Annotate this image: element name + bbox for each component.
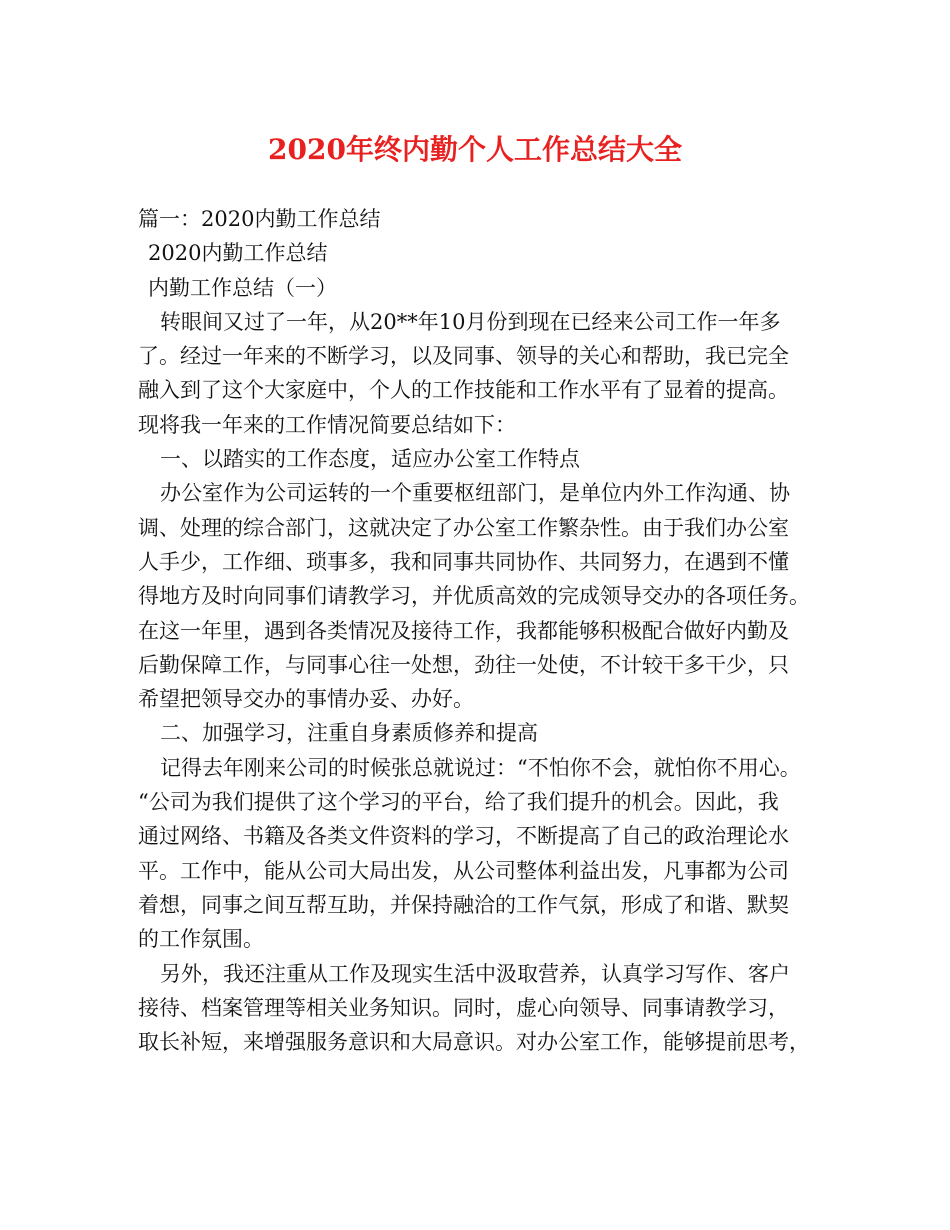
body-line: 着想，同事之间互帮互助，并保持融洽的工作气氛，形成了和谐、默契 — [138, 892, 789, 917]
document-body — [138, 202, 828, 1059]
body-line: 办公室作为公司运转的一个重要枢纽部门，是单位内外工作沟通、协 — [160, 481, 790, 506]
body-line: 另外，我还注重从工作及现实生活中汲取营养，认真学习写作、客户 — [160, 961, 790, 986]
body-line: 记得去年刚来公司的时候张总就说过：“不怕你不会，就怕你不用心。 — [160, 755, 801, 780]
document-title: 2020年终内勤个人工作总结大全 — [268, 133, 682, 166]
body-line: 取长补短，来增强服务意识和大局意识。对办公室工作，能够提前思考， — [138, 1030, 810, 1055]
body-line: 了。经过一年来的不断学习，以及同事、领导的关心和帮助，我已完全 — [138, 344, 789, 369]
body-line: 2020内勤工作总结 — [148, 241, 328, 266]
body-line: 平。工作中，能从公司大局出发，从公司整体利益出发，凡事都为公司 — [138, 858, 789, 883]
body-line: 得地方及时向同事们请教学习，并优质高效的完成领导交办的各项任务。 — [138, 584, 810, 609]
body-line: 二、加强学习，注重自身素质修养和提高 — [160, 721, 538, 746]
body-line: 人手少，工作细、琐事多，我和同事共同协作、共同努力，在遇到不懂 — [138, 549, 789, 574]
body-line: 一、以踏实的工作态度，适应办公室工作特点 — [160, 447, 580, 472]
body-line: 内勤工作总结（一） — [148, 275, 337, 300]
body-line: 后勤保障工作，与同事心往一处想，劲往一处使，不计较干多干少，只 — [138, 652, 789, 677]
body-line: 现将我一年来的工作情况简要总结如下： — [138, 412, 516, 437]
body-line: 转眼间又过了一年，从20**年10月份到现在已经来公司工作一年多 — [160, 309, 781, 334]
body-line: 调、处理的综合部门，这就决定了办公室工作繁杂性。由于我们办公室 — [138, 515, 789, 540]
body-line: 通过网络、书籍及各类文件资料的学习，不断提高了自己的政治理论水 — [138, 824, 789, 849]
body-line: 的工作氛围。 — [138, 927, 264, 952]
body-line: 在这一年里，遇到各类情况及接待工作，我都能够积极配合做好内勤及 — [138, 618, 789, 643]
body-line: 篇一：2020内勤工作总结 — [138, 207, 381, 231]
body-line: 接待、档案管理等相关业务知识。同时，虚心向领导、同事请教学习， — [138, 995, 789, 1020]
body-line: “公司为我们提供了这个学习的平台，给了我们提升的机会。因此，我 — [138, 790, 779, 815]
body-line: 希望把领导交办的事情办妥、办好。 — [138, 687, 474, 712]
body-line: 融入到了这个大家庭中，个人的工作技能和工作水平有了显着的提高。 — [138, 378, 789, 403]
